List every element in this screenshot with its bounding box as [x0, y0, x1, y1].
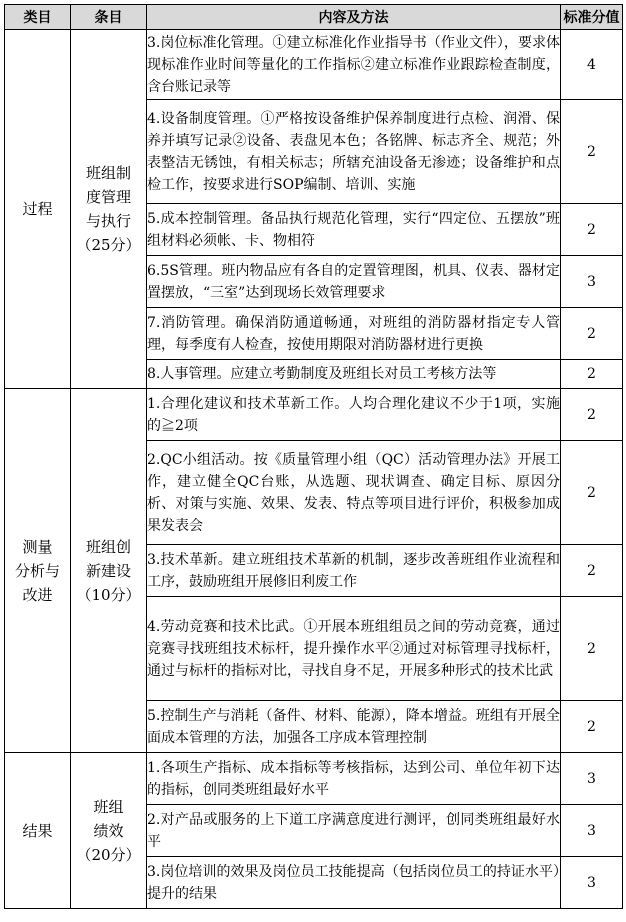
- score-cell: 4: [561, 30, 623, 100]
- content-cell: 4.劳动竞赛和技术比武。①开展本班组组员之间的劳动竞赛，通过竞赛寻找班组技术标杆，提升操作水平②通过对标管理寻找标杆，通过与标杆的指标对比，寻找自身不足，开展多种形式的技术比武: [147, 597, 561, 701]
- header-category: 类目: [5, 5, 71, 30]
- category-cell: 过程: [5, 30, 71, 389]
- score-cell: 3: [561, 256, 623, 308]
- evaluation-table: [4, 4, 623, 909]
- content-cell: 7.消防管理。确保消防通道畅通，对班组的消防器材指定专人管理，每季度有人检查，按使用期限对消防器材进行更换: [147, 308, 561, 360]
- table-row: [5, 389, 623, 441]
- content-cell: 3.岗位培训的效果及岗位员工技能提高（包括岗位员工的持证水平）提升的结果: [147, 857, 561, 909]
- header-item: 条目: [71, 5, 147, 30]
- score-cell: 2: [561, 100, 623, 204]
- content-cell: 1.各项生产指标、成本指标等考核指标，达到公司、单位年初下达的指标，创同类班组最好水平: [147, 753, 561, 805]
- content-cell: 6.5S管理。班内物品应有各自的定置管理图，机具、仪表、器材定置摆放，“三室”达到现场长效管理要求: [147, 256, 561, 308]
- content-cell: 3.岗位标准化管理。①建立标准化作业指导书（作业文件），要求体现标准作业时间等量化的工作指标②建立标准作业跟踪检查制度，含台账记录等: [147, 30, 561, 100]
- score-cell: 3: [561, 805, 623, 857]
- item-cell: 班组 绩效 （20分）: [71, 753, 147, 909]
- score-cell: 2: [561, 701, 623, 753]
- content-cell: 8.人事管理。应建立考勤制度及班组长对员工考核方法等: [147, 360, 561, 389]
- score-cell: 2: [561, 441, 623, 545]
- header-row: [5, 5, 623, 30]
- table-row: [5, 30, 623, 100]
- header-content: 内容及方法: [147, 5, 561, 30]
- score-cell: 3: [561, 857, 623, 909]
- score-cell: 3: [561, 753, 623, 805]
- category-cell: 结果: [5, 753, 71, 909]
- content-cell: 1.合理化建议和技术革新工作。人均合理化建议不少于1项，实施的≧2项: [147, 389, 561, 441]
- content-cell: 2.QC小组活动。按《质量管理小组（QC）活动管理办法》开展工作，建立健全QC台账，从选题、现状调查、确定目标、原因分析、对策与实施、效果、发表、特点等项目进行评价，积极参加成果发表会: [147, 441, 561, 545]
- content-cell: 4.设备制度管理。①严格按设备维护保养制度进行点检、润滑、保养并填写记录②设备、表盘见本色；各铭牌、标志齐全、规范；外表整洁无锈蚀，有相关标志；所辖充油设备无渗迹；设备维护和点检工作，按要求进行SOP编制、培训、实施: [147, 100, 561, 204]
- score-cell: 2: [561, 597, 623, 701]
- header-score: 标准分值: [561, 5, 623, 30]
- item-cell: 班组制 度管理 与执行 （25分）: [71, 30, 147, 389]
- score-cell: 2: [561, 545, 623, 597]
- score-cell: 2: [561, 360, 623, 389]
- score-cell: 2: [561, 389, 623, 441]
- content-cell: 5.成本控制管理。备品执行规范化管理，实行“四定位、五摆放”班组材料必须帐、卡、物相符: [147, 204, 561, 256]
- item-cell: 班组创 新建设 （10分）: [71, 389, 147, 753]
- score-cell: 2: [561, 204, 623, 256]
- score-cell: 2: [561, 308, 623, 360]
- content-cell: 5.控制生产与消耗（备件、材料、能源），降本增益。班组有开展全面成本管理的方法，加强各工序成本管理控制: [147, 701, 561, 753]
- content-cell: 3.技术革新。建立班组技术革新的机制，逐步改善班组作业流程和工序，鼓励班组开展修旧利废工作: [147, 545, 561, 597]
- table-row: [5, 753, 623, 805]
- content-cell: 2.对产品或服务的上下道工序满意度进行测评，创同类班组最好水平: [147, 805, 561, 857]
- category-cell: 测量 分析与 改进: [5, 389, 71, 753]
